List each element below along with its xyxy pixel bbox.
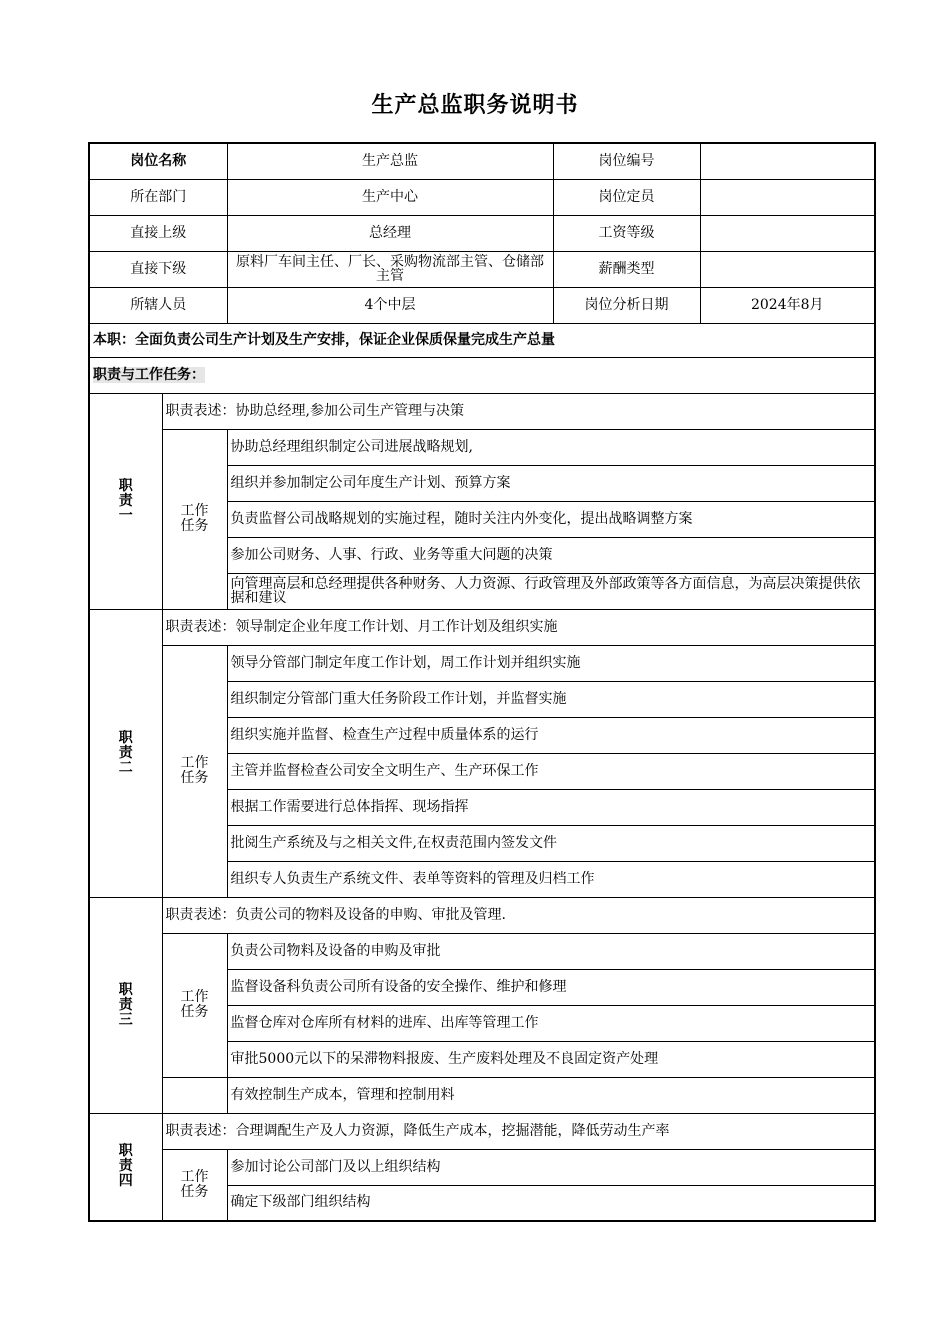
duty-4-statement-row <box>89 1113 875 1149</box>
duty-4-statement: 职责表述：合理调配生产及人力资源，降低生产成本，挖掘潜能，降低劳动生产率 <box>162 1113 875 1149</box>
info-row-subordinate <box>89 251 875 287</box>
duty-3-task-4: 审批5000元以下的呆滞物料报废、生产废料处理及不良固定资产处理 <box>227 1041 875 1077</box>
duty-4-task-row <box>89 1149 875 1185</box>
subordinate-value: 原料厂车间主任、厂长、采购物流部主管、仓储部主管 <box>227 251 553 287</box>
pay-type-label: 薪酬类型 <box>553 251 700 287</box>
duty-1-statement: 职责表述：协助总经理,参加公司生产管理与决策 <box>162 393 875 429</box>
duty-2-task-2: 组织制定分管部门重大任务阶段工作计划，并监督实施 <box>227 681 875 717</box>
staff-value: 4个中层 <box>227 287 553 323</box>
grade-label: 工资等级 <box>553 215 700 251</box>
post-name-value: 生产总监 <box>227 143 553 179</box>
duty-1-task-1: 协助总经理组织制定公司进展战略规划, <box>227 429 875 465</box>
duty-2-task-1: 领导分管部门制定年度工作计划，周工作计划并组织实施 <box>227 645 875 681</box>
info-row-dept <box>89 179 875 215</box>
post-no-label: 岗位编号 <box>553 143 700 179</box>
analysis-date-label: 岗位分析日期 <box>553 287 700 323</box>
duty-2-label: 职 责 二 <box>89 609 162 897</box>
superior-value: 总经理 <box>227 215 553 251</box>
duty-1-task-row <box>89 429 875 465</box>
duty-3-task-label: 工作 任务 <box>162 933 227 1077</box>
duty-4-task-label: 工作 任务 <box>162 1149 227 1221</box>
info-row-superior <box>89 215 875 251</box>
duty-2-task-3: 组织实施并监督、检查生产过程中质量体系的运行 <box>227 717 875 753</box>
duty-1-label: 职 责 一 <box>89 393 162 609</box>
duty-3-statement: 职责表述：负责公司的物料及设备的申购、审批及管理. <box>162 897 875 933</box>
superior-label: 直接上级 <box>89 215 227 251</box>
grade-value <box>700 215 875 251</box>
duty-1-task-5: 向管理高层和总经理提供各种财务、人力资源、行政管理及外部政策等各方面信息，为高层决策提供依据和建议 <box>227 573 875 609</box>
duty-2-task-7: 组织专人负责生产系统文件、表单等资料的管理及归档工作 <box>227 861 875 897</box>
info-row-staff <box>89 287 875 323</box>
main-duty-text: 本职：全面负责公司生产计划及生产安排，保证企业保质保量完成生产总量 <box>89 323 875 357</box>
duty-3-task-3: 监督仓库对仓库所有材料的进库、出库等管理工作 <box>227 1005 875 1041</box>
duty-3-task-2: 监督设备科负责公司所有设备的安全操作、维护和修理 <box>227 969 875 1005</box>
post-no-value <box>700 143 875 179</box>
duty-2-task-6: 批阅生产系统及与之相关文件,在权责范围内签发文件 <box>227 825 875 861</box>
duty-2-statement-row <box>89 609 875 645</box>
duty-2-task-label: 工作 任务 <box>162 645 227 897</box>
duty-2-task-5: 根据工作需要进行总体指挥、现场指挥 <box>227 789 875 825</box>
duty-3-task-1: 负责公司物料及设备的申购及审批 <box>227 933 875 969</box>
duties-header-row <box>89 357 875 393</box>
duty-1-task-2: 组织并参加制定公司年度生产计划、预算方案 <box>227 465 875 501</box>
duty-1-task-label: 工作 任务 <box>162 429 227 609</box>
duty-1-statement-row <box>89 393 875 429</box>
duty-2-task-4: 主管并监督检查公司安全文明生产、生产环保工作 <box>227 753 875 789</box>
duties-header <box>89 357 875 393</box>
job-description-table <box>88 142 876 1222</box>
duty-3-task-row <box>89 933 875 969</box>
duty-3-empty-label <box>162 1077 227 1113</box>
headcount-value <box>700 179 875 215</box>
staff-label: 所辖人员 <box>89 287 227 323</box>
post-name-label: 岗位名称 <box>89 143 227 179</box>
headcount-label: 岗位定员 <box>553 179 700 215</box>
pay-type-value <box>700 251 875 287</box>
duty-3-label: 职 责 三 <box>89 897 162 1113</box>
duty-1-task-4: 参加公司财务、人事、行政、业务等重大问题的决策 <box>227 537 875 573</box>
duty-4-label: 职 责 四 <box>89 1113 162 1221</box>
duty-1-task-3: 负责监督公司战略规划的实施过程，随时关注内外变化，提出战略调整方案 <box>227 501 875 537</box>
duties-header-text: 职责与工作任务： <box>93 366 205 383</box>
subordinate-label: 直接下级 <box>89 251 227 287</box>
main-duty-row <box>89 323 875 357</box>
dept-label: 所在部门 <box>89 179 227 215</box>
document-title: 生产总监职务说明书 <box>371 93 579 118</box>
duty-4-task-1: 参加讨论公司部门及以上组织结构 <box>227 1149 875 1185</box>
duty-3-extra-row <box>89 1077 875 1113</box>
info-row-post-name <box>89 143 875 179</box>
analysis-date-value: 2024年8月 <box>700 287 875 323</box>
duty-2-statement: 职责表述：领导制定企业年度工作计划、月工作计划及组织实施 <box>162 609 875 645</box>
dept-value: 生产中心 <box>227 179 553 215</box>
duty-4-task-2: 确定下级部门组织结构 <box>227 1185 875 1221</box>
duty-2-task-row <box>89 645 875 681</box>
duty-3-statement-row <box>89 897 875 933</box>
duty-3-extra-task: 有效控制生产成本，管理和控制用料 <box>227 1077 875 1113</box>
